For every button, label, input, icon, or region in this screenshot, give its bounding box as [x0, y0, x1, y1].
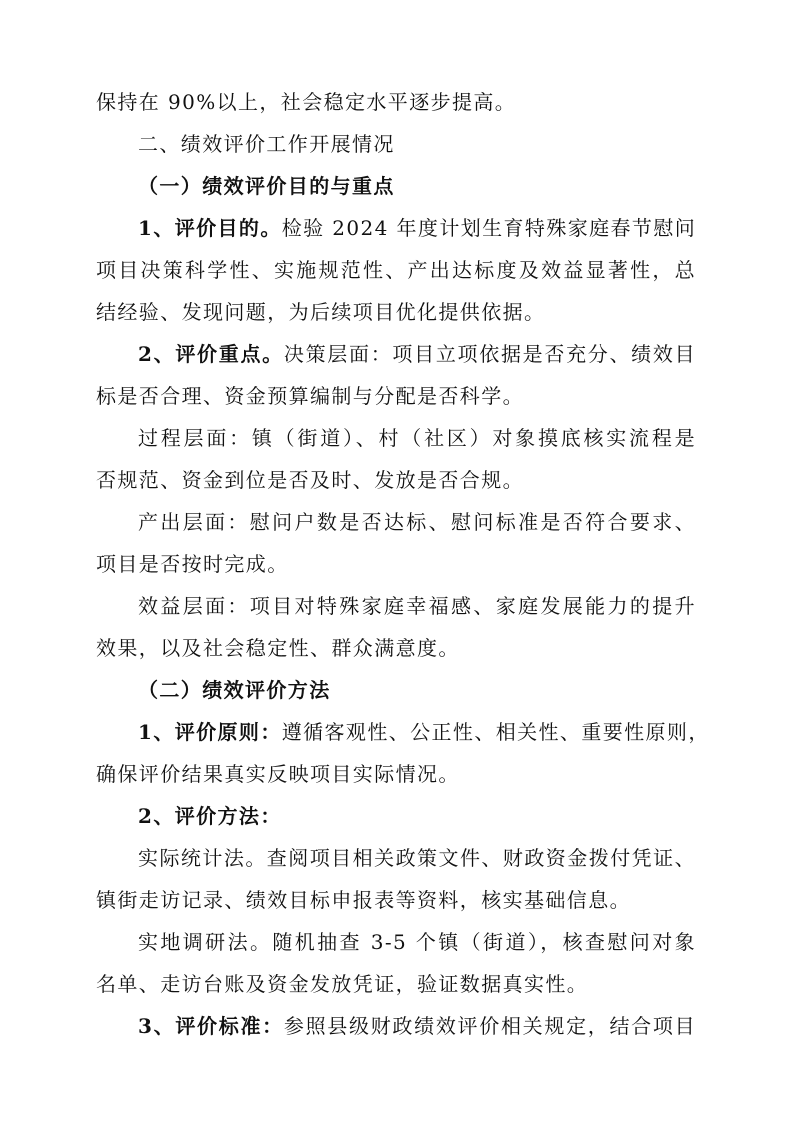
item-label: 3、评价标准：	[138, 1014, 284, 1038]
line-text: 效果，以及社会稳定性、群众满意度。	[96, 636, 460, 660]
line-text: 名单、走访台账及资金发放凭证，验证数据真实性。	[96, 972, 589, 996]
line-text: 否规范、资金到位是否及时、发放是否合规。	[96, 468, 524, 492]
line-text: 决策层面：项目立项依据是否充分、绩效目	[283, 342, 696, 366]
paragraph-line	[96, 465, 696, 495]
paragraph-line	[96, 381, 696, 411]
section-heading	[138, 129, 696, 159]
paragraph-line	[96, 759, 696, 789]
line-text: 检验 2024 年度计划生育特殊家庭春节慰问	[281, 216, 697, 240]
line-text: 遵循客观性、公正性、相关性、重要性原则，	[281, 720, 710, 744]
item-label: 1、评价原则：	[138, 720, 282, 744]
paragraph-line	[138, 717, 710, 747]
paragraph-line	[138, 801, 696, 831]
paragraph-line	[138, 507, 696, 537]
line-text: 保持在 90%以上，社会稳定水平逐步提高。	[96, 90, 517, 114]
paragraph-line	[96, 969, 696, 999]
line-text: 效益层面：项目对特殊家庭幸福感、家庭发展能力的提升	[138, 594, 696, 618]
line-text: 项目决策科学性、实施规范性、产出达标度及效益显著性，总	[96, 258, 696, 282]
item-label: 2、评价方法：	[138, 804, 282, 828]
line-text: 实地调研法。随机抽查 3-5 个镇（街道），核查慰问对象	[138, 930, 696, 954]
paragraph-line	[138, 423, 696, 453]
paragraph-line	[96, 297, 696, 327]
heading-text: （一）绩效评价目的与重点	[138, 174, 395, 198]
paragraph-line	[138, 339, 696, 369]
item-label: 2、评价重点。	[138, 342, 284, 366]
line-text: 标是否合理、资金预算编制与分配是否科学。	[96, 384, 524, 408]
paragraph-line	[96, 549, 696, 579]
line-text: 结经验、发现问题，为后续项目优化提供依据。	[96, 300, 546, 324]
line-text: 镇街走访记录、绩效目标申报表等资料，核实基础信息。	[96, 888, 631, 912]
paragraph-line	[138, 213, 696, 243]
paragraph-line	[138, 843, 696, 873]
paragraph-line	[138, 591, 696, 621]
paragraph-line	[96, 87, 696, 117]
line-text: 产出层面：慰问户数是否达标、慰问标准是否符合要求、	[138, 510, 696, 534]
paragraph-line	[96, 885, 696, 915]
line-text: 项目是否按时完成。	[96, 552, 289, 576]
paragraph-line	[138, 927, 696, 957]
paragraph-line	[96, 255, 696, 285]
heading-text: 二、绩效评价工作开展情况	[138, 132, 395, 156]
paragraph-line	[96, 633, 696, 663]
line-text: 过程层面：镇（街道）、村（社区）对象摸底核实流程是	[138, 426, 696, 450]
item-label: 1、评价目的。	[138, 216, 282, 240]
line-text: 实际统计法。查阅项目相关政策文件、财政资金拨付凭证、	[138, 846, 696, 870]
subsection-heading	[138, 675, 738, 705]
line-text: 参照县级财政绩效评价相关规定，结合项目	[283, 1014, 696, 1038]
subsection-heading	[138, 171, 738, 201]
heading-text: （二）绩效评价方法	[138, 678, 331, 702]
line-text: 确保评价结果真实反映项目实际情况。	[96, 762, 460, 786]
paragraph-line	[138, 1011, 696, 1041]
